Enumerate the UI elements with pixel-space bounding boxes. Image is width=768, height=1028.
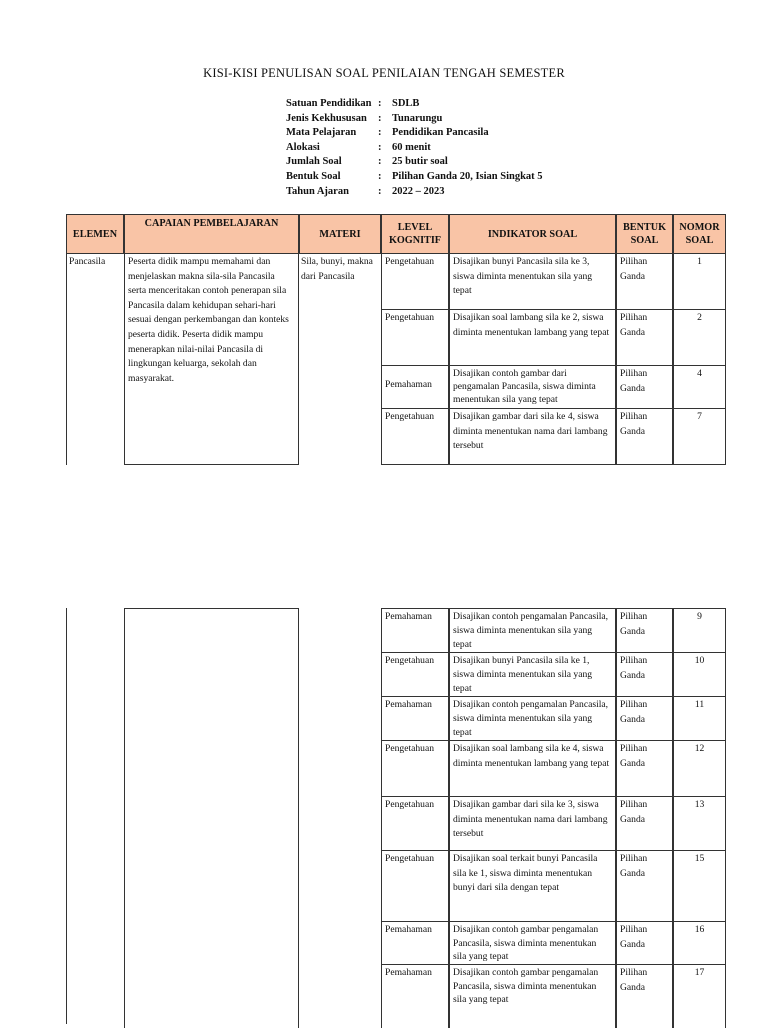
nomor-cell: 12 — [673, 740, 726, 797]
header-indikator: INDIKATOR SOAL — [449, 214, 616, 254]
nomor-cell: 13 — [673, 796, 726, 851]
meta-block — [286, 98, 543, 200]
meta-row: Alokasi : 60 menit — [286, 141, 431, 153]
level-cell: Pengetahuan — [381, 796, 449, 851]
table-border — [66, 608, 67, 1024]
bentuk-cell: Pilihan Ganda — [616, 796, 673, 851]
indikator-cell: Disajikan soal lambang sila ke 4, siswa diminta menentukan lambang yang tepat — [449, 740, 616, 797]
level-cell: Pemahaman — [381, 964, 449, 1028]
capaian-cell: Peserta didik mampu memahami dan menjelaskan makna sila-sila Pancasila serta menceritakan contoh penerapan sila Pancasila dalam kehidupan sehari-hari sesuai dengan perkembangan dan konteks peserta didik. Peserta didik mampu menerapkan nilai-nilai Pancasila di lingkungan keluarga, sekolah dan masyarakat. — [124, 253, 299, 465]
meta-row: Satuan Pendidikan : SDLB — [286, 98, 420, 109]
nomor-cell: 17 — [673, 964, 726, 1028]
header-bentuk: BENTUK SOAL — [616, 214, 673, 254]
bentuk-cell: Pilihan Ganda — [616, 652, 673, 697]
bentuk-cell: Pilihan Ganda — [616, 921, 673, 965]
header-capaian: CAPAIAN PEMBELAJARAN — [124, 214, 299, 254]
nomor-cell: 15 — [673, 850, 726, 922]
nomor-cell: 11 — [673, 696, 726, 741]
document-title: KISI-KISI PENULISAN SOAL PENILAIAN TENGAH SEMESTER — [203, 66, 565, 80]
bentuk-cell: Pilihan Ganda — [616, 740, 673, 797]
nomor-cell: 4 — [673, 365, 726, 409]
indikator-cell: Disajikan gambar dari sila ke 4, siswa diminta menentukan nama dari lambang tersebut — [449, 408, 616, 465]
level-cell: Pengetahuan — [381, 253, 449, 310]
meta-row: Jumlah Soal : 25 butir soal — [286, 156, 448, 168]
bentuk-cell: Pilihan Ganda — [616, 309, 673, 366]
bentuk-cell: Pilihan Ganda — [616, 608, 673, 653]
indikator-cell: Disajikan contoh gambar pengamalan Pancasila, siswa diminta menentukan sila yang tepat — [449, 921, 616, 965]
level-cell: Pengetahuan — [381, 850, 449, 922]
bentuk-cell: Pilihan Ganda — [616, 365, 673, 409]
indikator-cell: Disajikan contoh gambar pengamalan Pancasila, siswa diminta menentukan sila yang tepat — [449, 964, 616, 1028]
nomor-cell: 16 — [673, 921, 726, 965]
indikator-cell: Disajikan soal terkait bunyi Pancasila sila ke 1, siswa diminta menentukan bunyi dari sila dengan tepat — [449, 850, 616, 922]
bentuk-cell: Pilihan Ganda — [616, 964, 673, 1028]
capaian-continuation — [124, 608, 299, 1028]
header-materi: MATERI — [299, 214, 381, 254]
indikator-cell: Disajikan bunyi Pancasila sila ke 1, siswa diminta menentukan sila yang tepat — [449, 652, 616, 697]
bentuk-cell: Pilihan Ganda — [616, 696, 673, 741]
indikator-cell: Disajikan gambar dari sila ke 3, siswa diminta menentukan nama dari lambang tersebut — [449, 796, 616, 851]
meta-row: Mata Pelajaran : Pendidikan Pancasila — [286, 127, 489, 139]
level-cell: Pengetahuan — [381, 652, 449, 697]
indikator-cell: Disajikan contoh gambar dari pengamalan Pancasila, siswa diminta menentukan sila yang tepat — [449, 365, 616, 409]
bentuk-cell: Pilihan Ganda — [616, 850, 673, 922]
nomor-cell: 2 — [673, 309, 726, 366]
meta-row: Bentuk Soal : Pilihan Ganda 20, Isian Singkat 5 — [286, 170, 543, 182]
level-cell: Pengetahuan — [381, 408, 449, 465]
level-cell: Pemahaman — [381, 365, 449, 409]
nomor-cell: 7 — [673, 408, 726, 465]
header-elemen: ELEMEN — [66, 214, 124, 254]
indikator-cell: Disajikan contoh pengamalan Pancasila, siswa diminta menentukan sila yang tepat — [449, 696, 616, 741]
meta-row: Tahun Ajaran : 2022 – 2023 — [286, 185, 445, 197]
materi-cell: Sila, bunyi, makna dari Pancasila — [301, 256, 373, 282]
level-cell: Pemahaman — [381, 921, 449, 965]
level-cell: Pengetahuan — [381, 309, 449, 366]
level-cell: Pemahaman — [381, 608, 449, 653]
header-level: LEVEL KOGNITIF — [381, 214, 449, 254]
bentuk-cell: Pilihan Ganda — [616, 408, 673, 465]
indikator-cell: Disajikan bunyi Pancasila sila ke 3, siswa diminta menentukan sila yang tepat — [449, 253, 616, 310]
nomor-cell: 10 — [673, 652, 726, 697]
meta-row: Jenis Kekhususan : Tunarungu — [286, 112, 443, 124]
header-nomor: NOMOR SOAL — [673, 214, 726, 254]
nomor-cell: 1 — [673, 253, 726, 310]
level-cell: Pengetahuan — [381, 740, 449, 797]
indikator-cell: Disajikan contoh pengamalan Pancasila, siswa diminta menentukan sila yang tepat — [449, 608, 616, 653]
indikator-cell: Disajikan soal lambang sila ke 2, siswa diminta menentukan lambang yang tepat — [449, 309, 616, 366]
bentuk-cell: Pilihan Ganda — [616, 253, 673, 310]
elemen-cell: Pancasila — [69, 256, 106, 267]
level-cell: Pemahaman — [381, 696, 449, 741]
nomor-cell: 9 — [673, 608, 726, 653]
